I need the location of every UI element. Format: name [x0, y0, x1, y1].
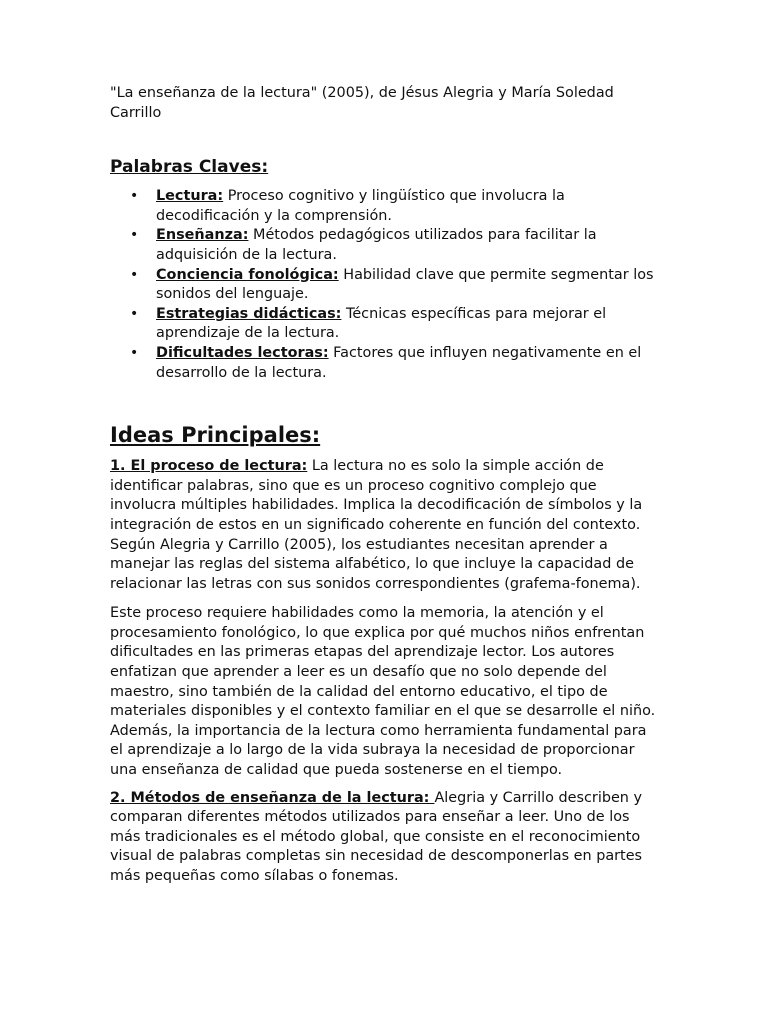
section-2-paragraph — [110, 789, 658, 887]
bullet-icon: • — [130, 305, 139, 322]
section-2-heading: 2. Métodos de enseñanza de la lectura: — [110, 789, 435, 806]
list-item — [110, 266, 658, 305]
keyword-definition: Métodos pedagógicos utilizados para facilitar la adquisición de la lectura. — [156, 227, 597, 263]
document-page — [110, 84, 658, 887]
keyword-term: Conciencia fonológica: — [156, 266, 339, 283]
bullet-icon: • — [130, 266, 139, 283]
keyword-term: Estrategias didácticas: — [156, 305, 342, 322]
section-2-text: Alegria y Carrillo describen y comparan diferentes métodos utilizados para enseñar a leer. Uno de los más tradicionales es el método global, que consiste en el reconocimiento visual de palabras completas sin necesidad de descomponerlas en partes más pequeñas como sílabas o fonemas. — [110, 789, 643, 884]
section-1-paragraph-2: Este proceso requiere habilidades como la memoria, la atención y el procesamiento fonológico, lo que explica por qué muchos niños enfrentan dificultades en las primeras etapas del aprendizaje lector. Los autores enfatizan que aprender a leer es un desafío que no solo depende del maestro, sino también de la calidad del entorno educativo, el tipo de materiales disponibles y el contexto familiar en el que se desarrolle el niño. Además, la importancia de la lectura como herramienta fundamental para el aprendizaje a lo largo de la vida subraya la necesidad de proporcionar una enseñanza de calidad que pueda sostenerse en el tiempo. — [110, 605, 656, 779]
keyword-definition: Habilidad clave que permite segmentar los sonidos del lenguaje. — [156, 266, 654, 303]
citation-line: "La enseñanza de la lectura" (2005), de Jésus Alegria y María Soledad Carrillo — [110, 85, 614, 121]
keyword-term: Dificultades lectoras: — [156, 344, 329, 361]
list-item — [110, 226, 658, 265]
bullet-icon: • — [130, 344, 139, 361]
keyword-term: Lectura: — [156, 188, 224, 205]
list-item — [110, 344, 658, 383]
keywords-heading: Palabras Claves: — [110, 157, 269, 178]
list-item — [110, 187, 658, 226]
list-item — [110, 305, 658, 344]
keyword-term: Enseñanza: — [156, 227, 249, 244]
keyword-definition: Factores que influyen negativamente en el desarrollo de la lectura. — [156, 344, 642, 381]
ideas-heading: Ideas Principales: — [110, 423, 321, 448]
section-1-text: La lectura no es solo la simple acción de identificar palabras, sino que es un proceso cognitivo complejo que involucra múltiples habilidades. Implica la decodificación de símbolos y la integración de estos en un significado coherente en función del contexto. Según Alegria y Carrillo (2005), los estudiantes necesitan aprender a manejar las reglas del sistema alfabético, lo que incluye la capacidad de relacionar las letras con sus sonidos correspondientes (grafema-fonema). — [110, 458, 643, 592]
keyword-definition: Proceso cognitivo y lingüístico que involucra la decodificación y la comprensión. — [156, 188, 565, 224]
keyword-definition: Técnicas específicas para mejorar el aprendizaje de la lectura. — [156, 305, 607, 342]
section-1-paragraph — [110, 457, 658, 594]
bullet-icon: • — [130, 188, 139, 205]
section-1-heading: 1. El proceso de lectura: — [110, 458, 308, 475]
bullet-icon: • — [130, 227, 139, 244]
keywords-list — [110, 187, 658, 383]
